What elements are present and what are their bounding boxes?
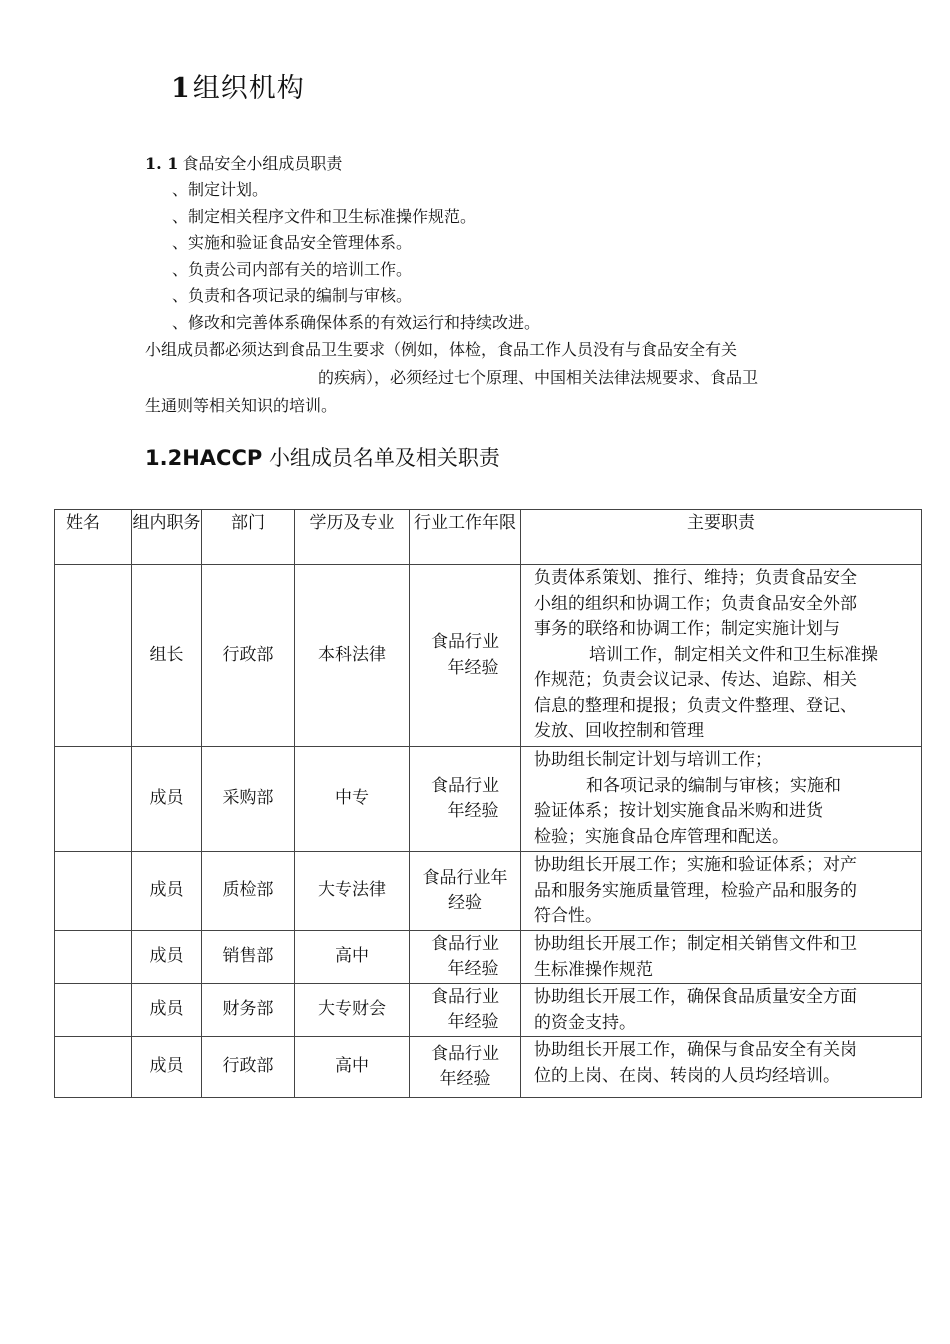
years-line: 食品行业	[431, 933, 499, 954]
duty-line: 事务的联络和协调工作；制定实施计划与	[534, 619, 840, 639]
cell-name	[55, 747, 132, 852]
duty-item: 、实施和验证食品安全管理体系。	[172, 233, 413, 252]
cell-duties	[521, 565, 922, 747]
duty-line: 检验；实施食品仓库管理和配送。	[534, 826, 789, 847]
duty-line: 协助组长开展工作；实施和验证体系；对产	[534, 855, 857, 875]
table-row	[55, 1037, 922, 1098]
years-line: 年经验	[447, 959, 499, 979]
duty-line: 协助组长开展工作，确保食品质量安全方面	[534, 987, 857, 1007]
cell-name	[55, 852, 132, 931]
cell-duties	[521, 1037, 922, 1098]
duty-line: 位的上岗、在岗、转岗的人员均经培训。	[534, 1065, 840, 1086]
heading-organization	[171, 70, 305, 108]
duty-line: 协助组长开展工作；制定相关销售文件和卫	[534, 934, 857, 954]
cell-duties	[521, 852, 922, 931]
cell-role: 组长	[132, 565, 202, 747]
duty-line: 验证体系；按计划实施食品米购和进货	[534, 801, 823, 821]
duty-item: 、制定相关程序文件和卫生标准操作规范。	[172, 206, 477, 226]
cell-dept: 采购部	[202, 747, 295, 852]
cell-duties	[521, 931, 922, 984]
cell-years	[410, 931, 521, 984]
table-row	[55, 852, 922, 931]
duty-line: 生标准操作规范	[534, 959, 653, 980]
duty-item: 、制定计划。	[172, 180, 269, 199]
cell-duties	[521, 747, 922, 852]
paragraph-line: 的疾病），必须经过七个原理、中国相关法律法规要求、食品卫	[318, 368, 759, 387]
cell-role: 成员	[132, 1037, 202, 1098]
duty-line: 协助组长制定计划与培训工作；	[534, 750, 772, 770]
member-requirement-paragraph	[145, 336, 857, 420]
section-1-2-title	[145, 442, 500, 474]
table-row	[55, 984, 922, 1037]
years-line: 食品行业年	[422, 867, 508, 888]
cell-role: 成员	[132, 747, 202, 852]
years-line: 食品行业	[431, 986, 499, 1007]
cell-education: 高中	[295, 1037, 410, 1098]
cell-years	[410, 747, 521, 852]
duty-line: 品和服务实施质量管理，检验产品和服务的	[534, 880, 857, 901]
cell-dept: 质检部	[202, 852, 295, 931]
duty-item: 、负责公司内部有关的培训工作。	[172, 259, 413, 279]
table-row	[55, 747, 922, 852]
table-header-row	[55, 510, 922, 565]
section-title-text: 食品安全小组成员职责	[182, 154, 343, 173]
section-title-text: 小组成员名单及相关职责	[268, 446, 500, 470]
heading-number: 1	[171, 73, 191, 104]
cell-years	[410, 1037, 521, 1098]
header-name: 姓名	[55, 510, 132, 565]
heading-text: 组织机构	[192, 73, 305, 104]
haccp-team-table	[54, 509, 922, 1098]
duty-item: 、修改和完善体系确保体系的有效运行和持续改进。	[172, 312, 541, 332]
table-row	[55, 931, 922, 984]
header-duties: 主要职责	[521, 510, 922, 565]
duty-line: 和各项记录的编制与审核；实施和	[586, 775, 841, 796]
cell-role: 成员	[132, 931, 202, 984]
header-dept: 部门	[202, 510, 295, 565]
cell-role: 成员	[132, 852, 202, 931]
cell-dept: 行政部	[202, 1037, 295, 1098]
cell-name	[55, 565, 132, 747]
cell-years	[410, 984, 521, 1037]
header-education: 学历及专业	[295, 510, 410, 565]
header-years: 行业工作年限	[410, 510, 521, 565]
duty-line: 作规范；负责会议记录、传达、追踪、相关	[534, 670, 857, 690]
duty-item: 、负责和各项记录的编制与审核。	[172, 286, 413, 305]
cell-name	[55, 931, 132, 984]
years-line: 年经验	[447, 801, 499, 821]
cell-dept: 销售部	[202, 931, 295, 984]
cell-education: 大专法律	[295, 852, 410, 931]
paragraph-line: 生通则等相关知识的培训。	[145, 396, 338, 415]
cell-education: 本科法律	[295, 565, 410, 747]
duty-line: 小组的组织和协调工作；负责食品安全外部	[534, 593, 857, 614]
duty-line: 培训工作，制定相关文件和卫生标准操	[589, 644, 878, 665]
header-role: 组内职务	[132, 510, 202, 565]
duty-line: 负责体系策划、推行、维持；负责食品安全	[534, 568, 857, 588]
section-number: 1.2HACCP	[145, 446, 263, 470]
duty-list	[172, 177, 540, 336]
duty-line: 发放、回收控制和管理	[534, 721, 704, 741]
duty-line: 符合性。	[534, 906, 602, 926]
paragraph-line: 小组成员都必须达到食品卫生要求（例如，体检，食品工作人员没有与食品安全有关	[145, 340, 738, 359]
cell-duties	[521, 984, 922, 1037]
cell-years	[410, 565, 521, 747]
section-1-1-title	[145, 152, 342, 176]
years-line: 年经验	[447, 1012, 499, 1032]
table-row	[55, 565, 922, 747]
cell-role: 成员	[132, 984, 202, 1037]
duty-line: 信息的整理和提报；负责文件整理、登记、	[534, 695, 857, 716]
cell-name	[55, 984, 132, 1037]
cell-education: 大专财会	[295, 984, 410, 1037]
years-line: 食品行业	[431, 632, 499, 652]
cell-education: 高中	[295, 931, 410, 984]
cell-dept: 行政部	[202, 565, 295, 747]
duty-line: 协助组长开展工作，确保与食品安全有关岗	[534, 1040, 857, 1060]
years-line: 年经验	[447, 657, 499, 678]
years-line: 经验	[448, 893, 482, 913]
cell-dept: 财务部	[202, 984, 295, 1037]
years-line: 食品行业	[431, 775, 499, 796]
years-line: 年经验	[439, 1069, 491, 1089]
duty-line: 的资金支持。	[534, 1012, 636, 1033]
cell-education: 中专	[295, 747, 410, 852]
years-line: 食品行业	[431, 1043, 499, 1064]
cell-years	[410, 852, 521, 931]
section-number: 1. 1	[145, 154, 179, 173]
cell-name	[55, 1037, 132, 1098]
